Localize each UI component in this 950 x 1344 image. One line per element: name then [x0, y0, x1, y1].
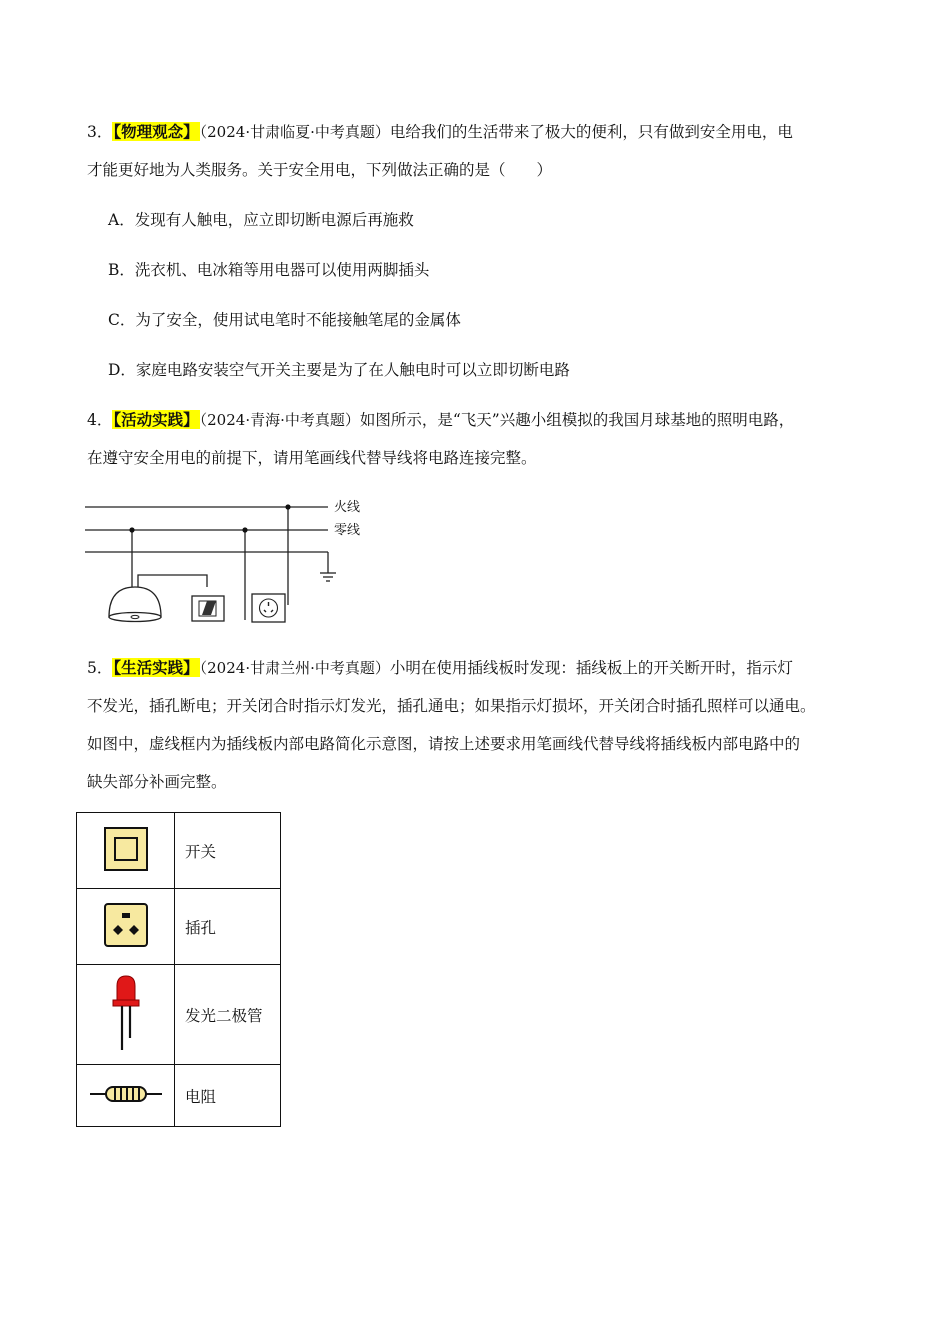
- q3-number: 3．: [87, 123, 113, 141]
- q4-text-1: 如图所示，是“飞天”兴趣小组模拟的我国月球基地的照明电路，: [359, 411, 795, 429]
- q5-tag: 【生活实践】: [113, 658, 199, 677]
- lamp-switch-wire: [138, 575, 207, 587]
- wall-switch-icon: [192, 596, 224, 621]
- symbol-row-socket: [77, 889, 281, 965]
- symbol-label-resistor: 电阻: [175, 1065, 281, 1127]
- q5-text-1: 小明在使用插线板时发现：插线板上的开关断开时，指示灯: [389, 659, 793, 677]
- q4-tag: 【活动实践】: [113, 410, 199, 429]
- symbol-table: [76, 812, 281, 1127]
- resistor-icon: [88, 1082, 164, 1106]
- q3-source: （2024·甘肃临夏·中考真题）: [199, 123, 390, 141]
- q5-number: 5．: [87, 659, 113, 677]
- symbol-label-switch: 开关: [175, 813, 281, 889]
- symbol-cell: [77, 1065, 175, 1127]
- symbol-cell: [77, 813, 175, 889]
- symbol-label-socket: 插孔: [175, 889, 281, 965]
- switch-icon: [101, 824, 151, 874]
- junction-dot: [242, 527, 247, 532]
- neutral-label: 零线: [334, 523, 361, 538]
- q3-text-1: 电给我们的生活带来了极大的便利，只有做到安全用电，电: [389, 123, 793, 141]
- symbol-row-resistor: [77, 1065, 281, 1127]
- q5-line-2: 不发光，插孔断电；开关闭合时指示灯发光，插孔通电；如果指示灯损坏，开关闭合时插孔照样可以通电。: [87, 697, 816, 715]
- symbol-cell: [77, 889, 175, 965]
- q4-line-2: 在遵守安全用电的前提下，请用笔画线代替导线将电路连接完整。: [87, 449, 537, 467]
- lamp-icon: [109, 587, 161, 622]
- q3-line-2: 才能更好地为人类服务。关于安全用电，下列做法正确的是（ ）: [87, 161, 553, 179]
- symbol-row-switch: [77, 813, 281, 889]
- q3-tag: 【物理观念】: [113, 122, 199, 141]
- junction-dot: [285, 504, 290, 509]
- symbol-row-led: [77, 965, 281, 1065]
- led-icon: [101, 972, 151, 1054]
- q3-option-c[interactable]: C．为了安全，使用试电笔时不能接触笔尾的金属体: [108, 311, 461, 329]
- q5-line-3: 如图中，虚线框内为插线板内部电路简化示意图，请按上述要求用笔画线代替导线将插线板内部电路中的: [87, 735, 801, 753]
- q3-option-b[interactable]: B．洗衣机、电冰箱等用电器可以使用两脚插头: [108, 261, 430, 279]
- q3-option-a[interactable]: A．发现有人触电，应立即切断电源后再施救: [108, 211, 414, 229]
- circuit-diagram: [80, 495, 380, 630]
- symbol-label-led: 发光二极管: [175, 965, 281, 1065]
- q5-line-1: [87, 658, 793, 678]
- q4-number: 4．: [87, 411, 113, 429]
- q5-line-4: 缺失部分补画完整。: [87, 773, 227, 791]
- q3-option-d[interactable]: D．家庭电路安装空气开关主要是为了在人触电时可以立即切断电路: [108, 361, 570, 379]
- q5-source: （2024·甘肃兰州·中考真题）: [199, 659, 390, 677]
- wall-socket-icon: [252, 594, 285, 622]
- q4-source: （2024·青海·中考真题）: [199, 411, 360, 429]
- symbol-cell: [77, 965, 175, 1065]
- socket-icon: [101, 900, 151, 950]
- live-label: 火线: [334, 500, 361, 515]
- q3-line-1: [87, 122, 793, 142]
- junction-dot: [129, 527, 134, 532]
- q4-line-1: [87, 410, 794, 430]
